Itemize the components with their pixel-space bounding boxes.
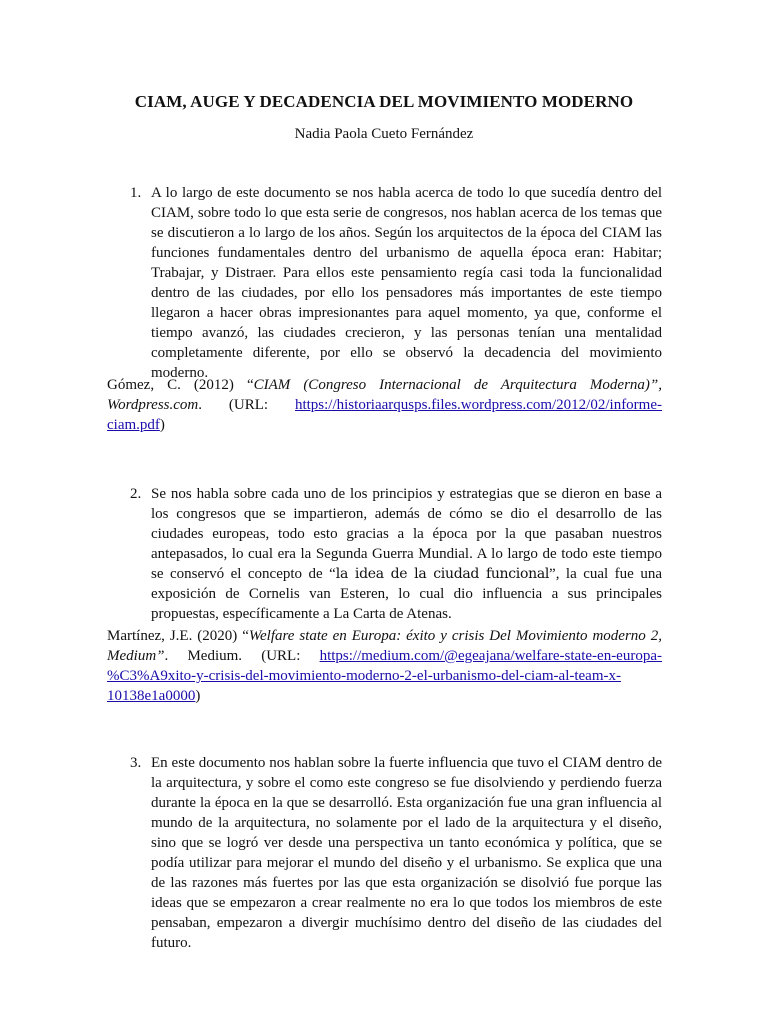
list-item-number: 2. — [130, 486, 142, 502]
reference-middle: . Medium. (URL: — [164, 648, 320, 664]
reference-middle: . (URL: — [198, 397, 295, 413]
list-item-number: 3. — [130, 755, 142, 771]
list-item-text: En este documento nos hablan sobre la fuerte influencia que tuvo el CIAM dentro de la arquitectura, y sobre el como este congreso se fue disolviendo y perdiendo fuerza durante la época en la que se desarrolló. Esta organización fue una gran influencia al mundo de la arquitectura, no solamente por el lado de la arquitectura y el diseño, sino que se logró ver desde una perspectiva un tanto económica y política, que se podía utilizar para mejorar el mundo del diseño y el urbanismo. Se explica que una de las razones más fuertes por las que esta organización se disolvió fue porque las ideas que se empezaron a crear realmente no era lo que todos los miembros de este pensaban, empezaron a divergir muchísimo dentro del diseño de las ciudades del futuro. — [151, 755, 662, 951]
reference-author-date: Gómez, C. (2012) “ — [107, 377, 254, 393]
list-item-number: 1. — [130, 185, 142, 201]
quoted-concept: la idea de la ciudad funcional — [335, 566, 550, 582]
reference-title: Welfare state en Europa: éxito y crisis Del Movimiento moderno 2, Medium” — [107, 628, 662, 664]
document-author: Nadia Paola Cueto Fernández — [294, 126, 474, 142]
document-title: CIAM, AUGE Y DECADENCIA DEL MOVIMIENTO MODERNO — [134, 92, 634, 111]
reference — [107, 375, 662, 435]
list-item-text — [151, 484, 662, 624]
list-item-text: A lo largo de este documento se nos habla acerca de todo lo que sucedía dentro del CIAM, sobre todo lo que esta serie de congresos, nos hablan acerca de los temas que se discutieron a lo largo de los años. Según los arquitectos de la época del CIAM las funciones fundamentales dentro del urbanismo de aquella época eran: Habitar; Trabajar, y Distraer. Para ellos este pensamiento regía casi toda la funcionalidad dentro de las ciudades, por ello los pensadores más importantes de este tiempo llegaron a hacer obras impresionantes para aquel momento, ya que, conforme el tiempo avanzó, las ciudades crecieron, y las personas tenían una mentalidad completamente diferente, por ello se observó la decadencia del movimiento moderno. — [151, 185, 662, 381]
reference — [107, 626, 662, 706]
list-item-text-before: Se nos habla sobre cada uno de los principios y estrategias que se dieron en base a los congresos que se impartieron, además de cómo se dio el desarrollo de las ciudades europeas, todo esto gracias a la época por la que pasaban nuestros antepasados, lo cual era la Segunda Guerra Mundial. A lo largo de todo este tiempo se conservó el concepto de “ — [151, 486, 662, 582]
reference-link[interactable]: https://historiaarqusps.files.wordpress.com/2012/02/informe-ciam.pdf — [107, 397, 662, 433]
list-item-text-after: ”, la cual fue una exposición de Cornelis van Esteren, lo cual dio influencia a sus principales propuestas, específicamente a La Carta de Atenas. — [151, 566, 662, 622]
reference-suffix: ) — [159, 417, 165, 433]
reference-link[interactable]: https://medium.com/@egeajana/welfare-state-en-europa-%C3%A9xito-y-crisis-del-movimiento-moderno-2-el-urbanismo-del-ciam-al-team-x-10138e1a0000 — [107, 648, 662, 704]
reference-title: CIAM (Congreso Internacional de Arquitectura Moderna)”, Wordpress.com — [107, 377, 662, 413]
reference-author-date: Martínez, J.E. (2020) “ — [107, 628, 249, 644]
reference-suffix: ) — [195, 688, 201, 704]
